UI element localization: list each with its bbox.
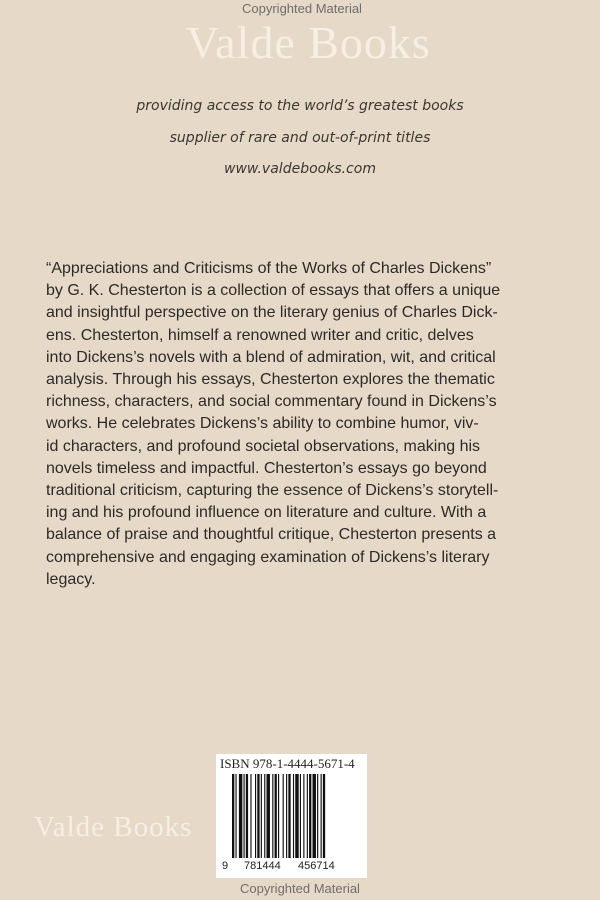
- isbn-barcode: [216, 754, 367, 878]
- barcode-bar: [295, 774, 298, 858]
- barcode-bar: [272, 774, 273, 858]
- barcode-bar: [232, 774, 234, 858]
- book-description: [46, 258, 566, 591]
- barcode-bar: [323, 774, 325, 858]
- barcode-bar: [286, 774, 287, 858]
- barcode-bar: [267, 774, 270, 858]
- barcode-digits: 781444: [244, 860, 281, 872]
- publisher-website: www.valdebooks.com: [224, 161, 376, 177]
- watermark: Copyrighted Material: [242, 1, 362, 16]
- barcode-bar: [309, 774, 311, 858]
- barcode-bar: [321, 774, 322, 858]
- barcode-bar: [300, 774, 301, 858]
- tagline: providing access to the world’s greatest books: [136, 98, 464, 114]
- description-line: by G. K. Chesterton is a collection of essays that offers a unique: [46, 282, 501, 300]
- barcode-bar: [288, 774, 290, 858]
- barcode-bar: [255, 774, 256, 858]
- barcode-digits: 456714: [298, 860, 335, 872]
- barcode-bars: [232, 774, 360, 866]
- barcode-bar: [307, 774, 308, 858]
- description-line: and insightful perspective on the literary genius of Charles Dick-: [46, 304, 498, 322]
- description-line: ing and his profound influence on literature and culture. With a: [46, 504, 487, 522]
- barcode-bar: [235, 774, 236, 858]
- isbn-label: ISBN 978-1-4444-5671-4: [220, 756, 355, 771]
- barcode-bar: [275, 774, 277, 858]
- barcode-bar: [257, 774, 259, 858]
- publisher-logo: Valde Books: [34, 811, 193, 843]
- description-line: into Dickens’s novels with a blend of admiration, wit, and critical: [46, 348, 496, 366]
- barcode-bar: [264, 774, 265, 858]
- description-line: novels timeless and impactful. Chesterton’s essays go beyond: [46, 459, 487, 477]
- description-line: traditional criticism, capturing the essence of Dickens’s storytell-: [46, 482, 499, 500]
- description-line: balance of praise and thoughtful critique, Chesterton presents a: [46, 526, 497, 544]
- description-line: works. He celebrates Dickens’s ability to combine humor, viv-: [46, 415, 479, 433]
- barcode-bar: [239, 774, 242, 858]
- barcode-bar: [293, 774, 294, 858]
- description-line: “Appreciations and Criticisms of the Works of Charles Dickens”: [46, 260, 492, 277]
- barcode-digit: 9: [222, 860, 229, 872]
- description-line: richness, characters, and social commentary found in Dickens’s: [46, 393, 497, 411]
- description-line: comprehensive and engaging examination of Dickens’s literary: [46, 548, 490, 566]
- barcode-bar: [246, 774, 248, 858]
- description-line: analysis. Through his essays, Chesterton explores the thematic: [46, 371, 495, 389]
- barcode-bar: [261, 774, 262, 858]
- barcode-bar: [250, 774, 251, 858]
- barcode-bar: [303, 774, 304, 858]
- description-line: id characters, and profound societal observations, making his: [46, 437, 481, 455]
- barcode-bar: [317, 774, 318, 858]
- barcode-bar: [283, 774, 284, 858]
- watermark: Copyrighted Material: [240, 881, 360, 896]
- description-line: legacy.: [46, 570, 96, 588]
- tagline: supplier of rare and out-of-print titles: [169, 130, 431, 146]
- barcode-bar: [313, 774, 316, 858]
- barcode-bar: [278, 774, 279, 858]
- description-line: ens. Chesterton, himself a renowned writer and critic, delves: [46, 326, 474, 344]
- barcode-bar: [244, 774, 245, 858]
- publisher-logo: Valde Books: [186, 17, 431, 68]
